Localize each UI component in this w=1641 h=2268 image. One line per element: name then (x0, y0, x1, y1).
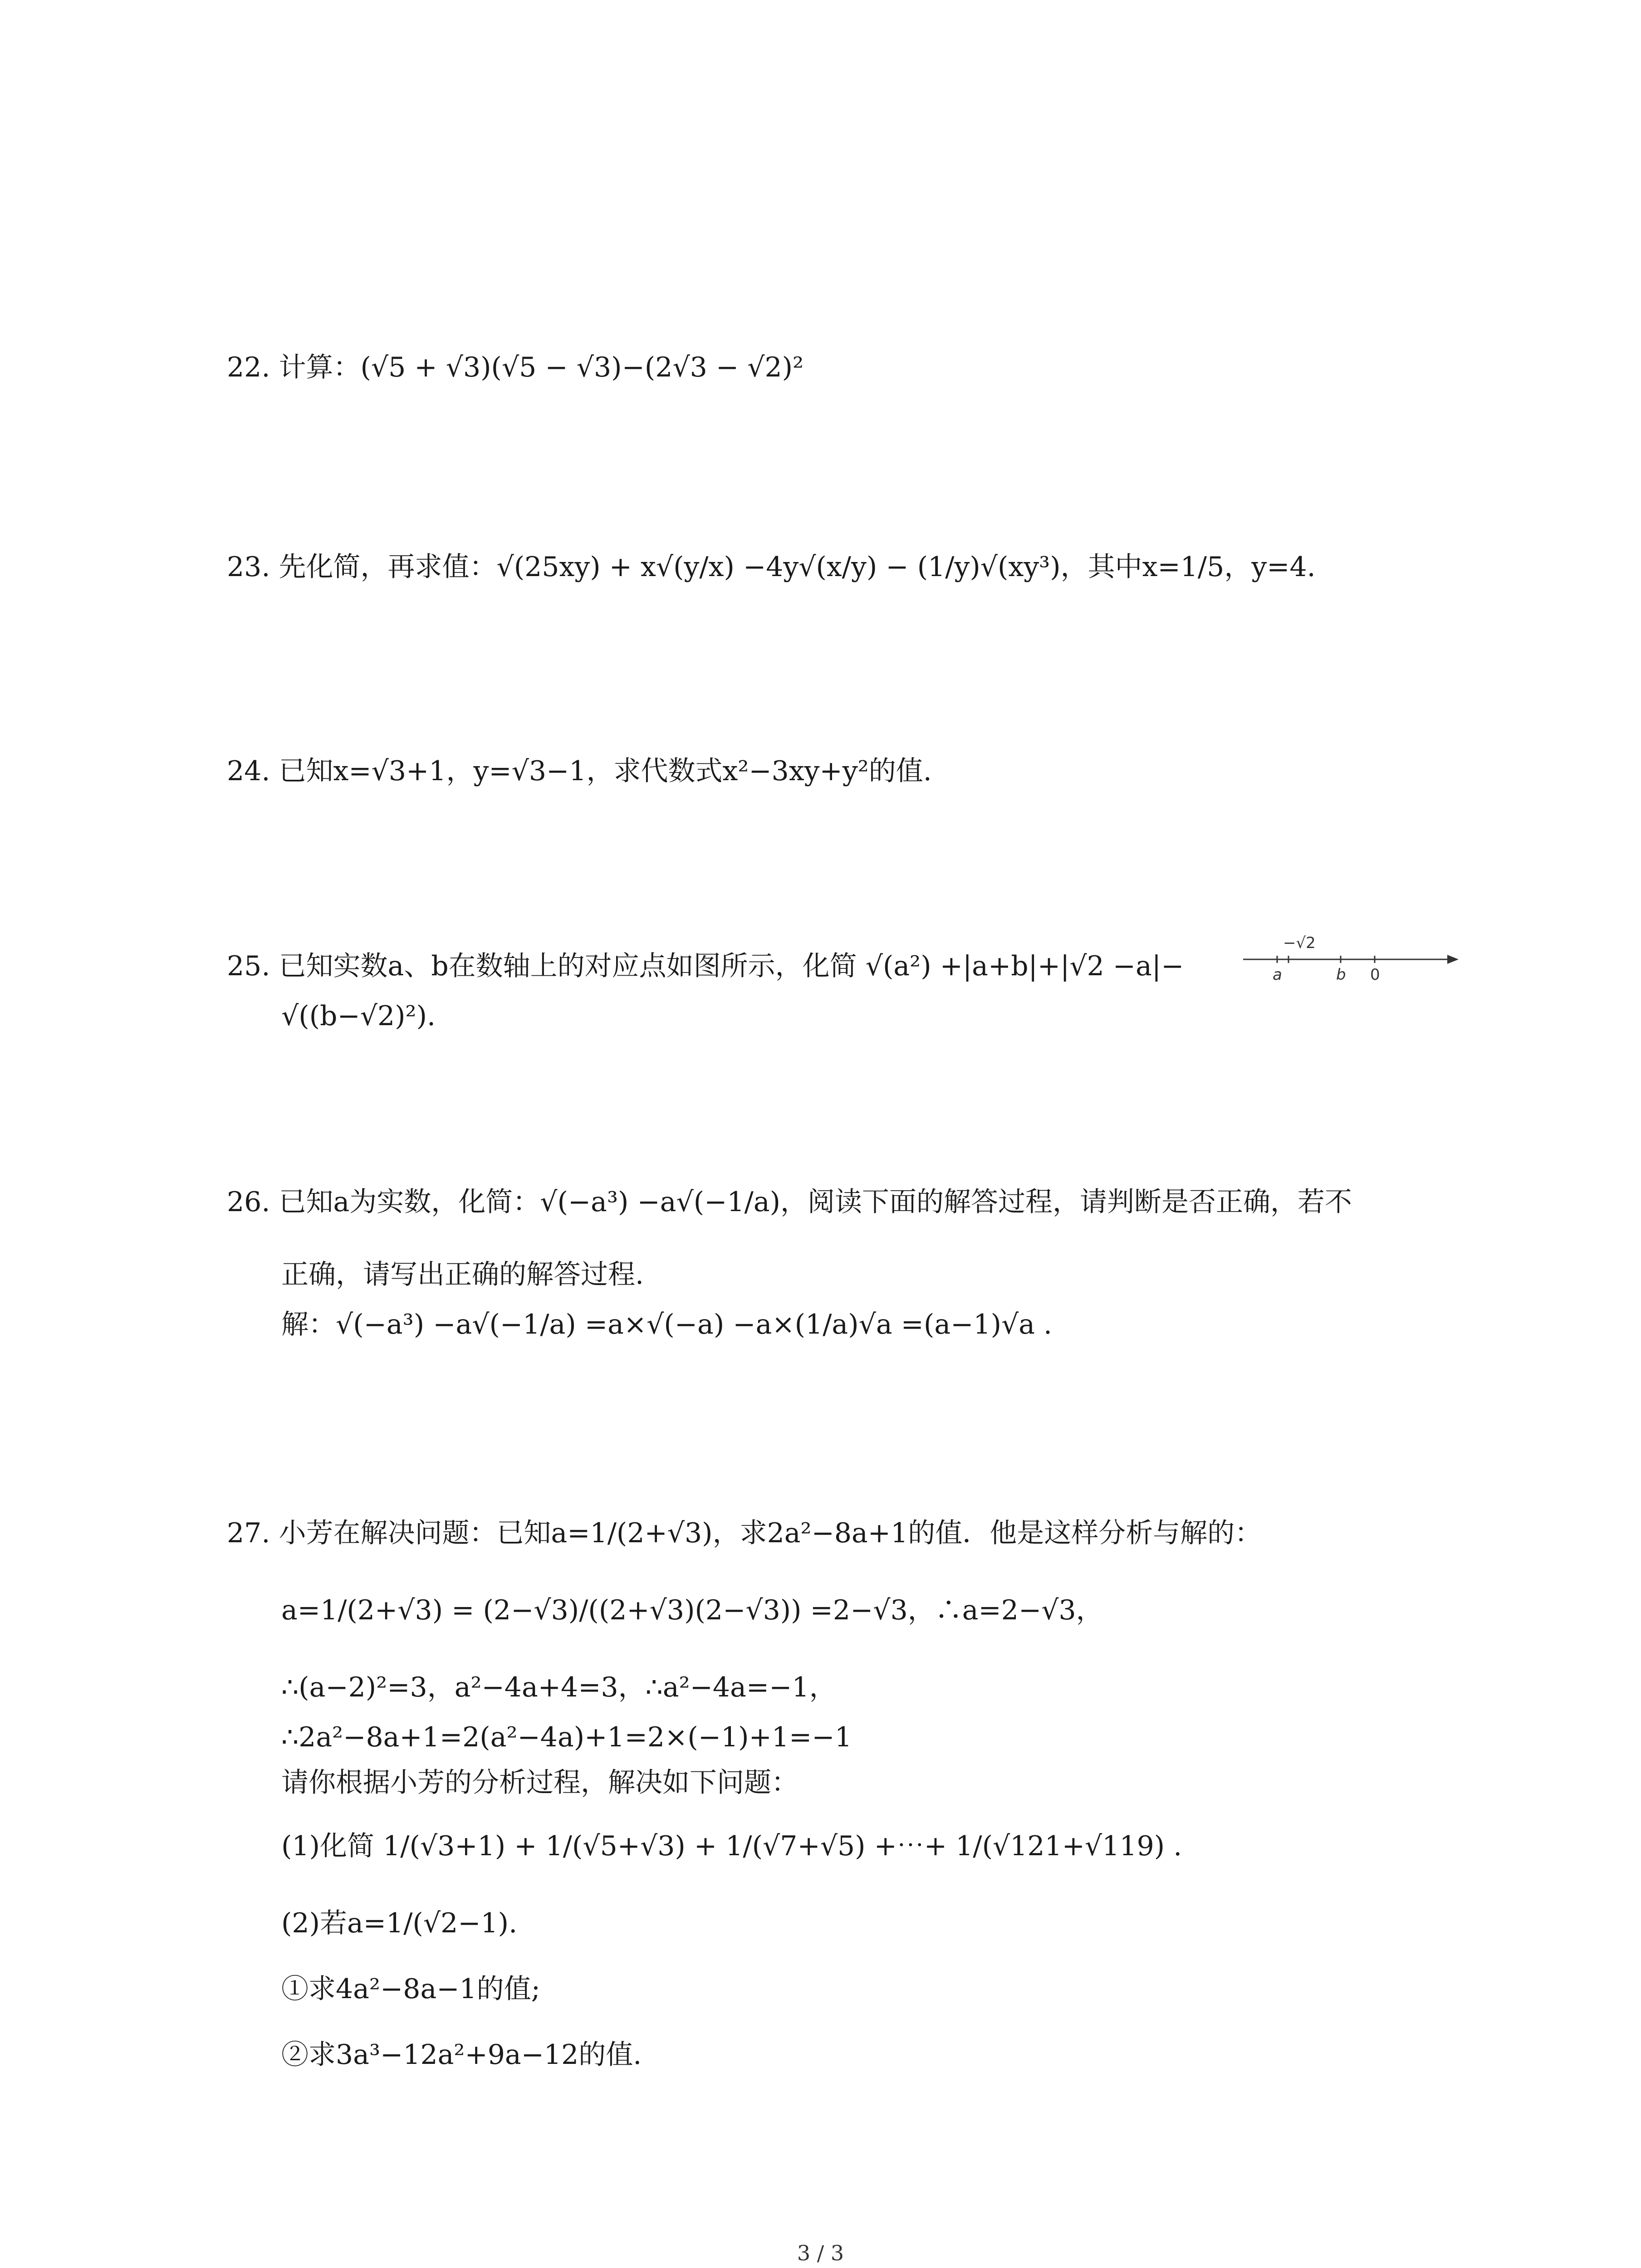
problem-27-part2-q2: ②求3a³−12a²+9a−12的值. (281, 2039, 642, 2071)
number-line-arrow (1447, 955, 1459, 964)
problem-25-line2: √((b−√2)²). (281, 1000, 436, 1032)
problem-26-line2: 正确，请写出正确的解答过程. (281, 1259, 644, 1290)
problem-27-line2: a=1/(2+√3) = (2−√3)/((2+√3)(2−√3)) =2−√3，∴a=2−√3， (281, 1594, 1103, 1626)
problem-27-line4: ∴2a²−8a+1=2(a²−4a)+1=2×(−1)+1=−1 (281, 1721, 852, 1753)
label-a: a (1273, 966, 1282, 984)
label-0: 0 (1370, 966, 1380, 984)
problem-26-line1: 26. 已知a为实数，化简：√(−a³) −a√(−1/a)，阅读下面的解答过程，请判断是否正确，若不 (227, 1186, 1352, 1218)
problem-27-part2: (2)若a=1/(√2−1). (281, 1907, 518, 1939)
label-neg-sqrt2: −√2 (1283, 934, 1316, 952)
problem-27-line5: 请你根据小芳的分析过程，解决如下问题： (281, 1767, 798, 1799)
problem-24: 24. 已知x=√3+1，y=√3−1，求代数式x²−3xy+y²的值. (227, 755, 932, 787)
problem-27-line3: ∴(a−2)²=3，a²−4a+4=3，∴a²−4a=−1， (281, 1672, 837, 1703)
problem-23: 23. 先化简，再求值：√(25xy) + x√(y/x) −4y√(x/y) − (1/y)√(xy³)，其中x=1/5，y=4. (227, 551, 1316, 583)
page-number: 3 / 3 (797, 2241, 844, 2265)
problem-27-part1: (1)化简 1/(√3+1) + 1/(√5+√3) + 1/(√7+√5) +⋯+ 1/(√121+√119) . (281, 1830, 1182, 1862)
number-line-figure (1234, 928, 1461, 987)
problem-27-line1: 27. 小芳在解决问题：已知a=1/(2+√3)，求2a²−8a+1的值．他是这样分析与解的： (227, 1517, 1262, 1549)
problem-27-part2-q1: ①求4a²−8a−1的值; (281, 1973, 540, 2005)
problem-25-line1: 25. 已知实数a、b在数轴上的对应点如图所示，化简 √(a²) +|a+b|+|√2 −a|− (227, 950, 1184, 982)
label-b: b (1336, 966, 1346, 984)
problem-26-solution: 解：√(−a³) −a√(−1/a) =a×√(−a) −a×(1/a)√a =(a−1)√a . (281, 1309, 1053, 1340)
problem-22: 22. 计算：(√5 + √3)(√5 − √3)−(2√3 − √2)² (227, 352, 804, 383)
